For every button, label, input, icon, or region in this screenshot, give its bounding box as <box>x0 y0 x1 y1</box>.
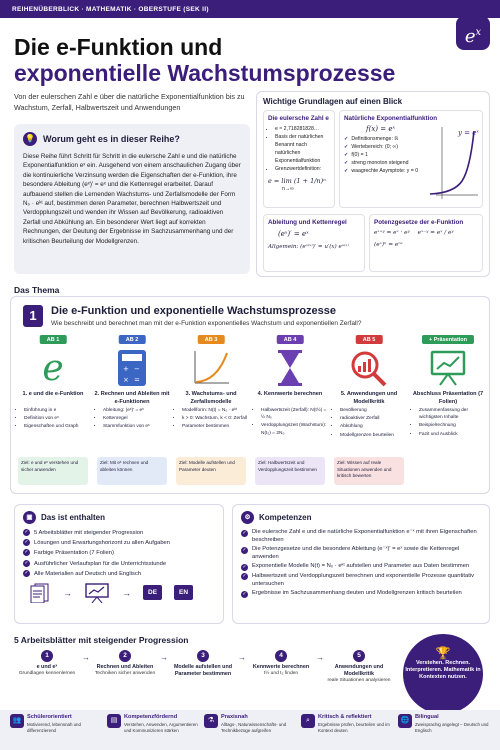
module-bullet: • k > 0: Wachstum, k < 0: Zerfall <box>182 415 249 422</box>
section-title-thema: Das Thema <box>14 285 60 295</box>
power-law-2: eˣ⁻ʸ = eˣ / eʸ <box>417 230 454 236</box>
check-icon: ✓ <box>344 160 349 166</box>
footer-item-title: Bilingual <box>415 714 439 720</box>
module-title: 2. Rechnen und Ableiten mit e-Funktionen <box>94 391 170 405</box>
module-bullet: • Verdopplungszeit (Wachstum): N(t₂) = 2N₀ <box>261 422 328 436</box>
module-bullet: • Fazit und Ausblick <box>419 431 486 438</box>
check-icon: ✓ <box>24 539 29 546</box>
derivative-title: Ableitung und Kettenregel <box>268 219 347 226</box>
module-title: 4. Kennwerte berechnen <box>257 391 323 397</box>
check-icon: ✓ <box>242 573 247 580</box>
top-banner: REIHENÜBERBLICK · MATHEMATIK · OBERSTUFE (SEK II) <box>0 0 500 18</box>
progression-step <box>324 650 394 685</box>
natural-exp-box <box>339 110 483 208</box>
module-column <box>252 335 328 490</box>
gear-icon: ⚙ <box>241 511 254 524</box>
power-laws-title: Potenzgesetze der e-Funktion <box>374 219 464 226</box>
svg-text:−: − <box>134 365 140 373</box>
arrow-right-icon: → <box>122 587 131 598</box>
question-box <box>14 124 250 274</box>
module-column <box>94 335 170 490</box>
module-goal: Ziel: Wissen auf reale Situationen anwenden und kritisch bewerten <box>334 457 404 485</box>
module-badge: AB 4 <box>277 335 304 344</box>
competency-item <box>241 573 481 588</box>
contents-item <box>23 560 215 569</box>
module-goal: Ziel: Mit eˣ rechnen und ableiten können <box>97 457 167 485</box>
module-goal: Ziel: Modelle aufstellen und Parameter deuten <box>176 457 246 485</box>
check-icon: ✓ <box>24 559 29 566</box>
brand-logo <box>456 16 490 50</box>
power-laws-box <box>369 214 483 272</box>
contents-item-label: 5 Arbeitsblätter mit steigender Progression <box>34 530 144 537</box>
footer-item-subtitle: Motivierend, lebensnah und differenzierend <box>27 722 81 733</box>
module-bullet: • Modellgrenzen beurteilen <box>340 432 407 439</box>
motto-text: Verstehen. Rechnen. Interpretieren. Mathematik in Kontexten nutzen. <box>405 660 481 680</box>
natural-exp-item: Definitionsmenge: ℝ <box>351 136 399 142</box>
language-badge-en: EN <box>174 585 193 600</box>
module-badge: AB 2 <box>119 335 146 344</box>
contents-item-label: Alle Materialien auf Deutsch und Englisch <box>34 570 141 577</box>
derivative-box <box>263 214 365 272</box>
module-bullet: • Modellform: N(t) = N₀ · eᵏᵗ <box>182 407 249 414</box>
language-badge-de: DE <box>143 585 162 600</box>
progression-step <box>12 650 82 678</box>
basics-panel <box>256 91 490 277</box>
presentation-board-icon <box>84 583 110 603</box>
module-bullet: • Definition von eˣ <box>24 415 91 422</box>
check-icon: ✓ <box>242 590 247 597</box>
logo-letter: e <box>464 26 476 47</box>
module-goal: Ziel: Halbwertszeit und Verdopplungszeit bestimmen <box>255 457 325 485</box>
module-badge: AB 3 <box>198 335 225 344</box>
contents-item-label: Lösungen und Erwartungshorizont zu allen Aufgaben <box>34 540 171 547</box>
module-bullet: • Einführung in e <box>24 407 91 414</box>
contents-item <box>23 529 215 538</box>
magnifier-icon: ⌕ <box>301 714 315 728</box>
svg-text:+: + <box>123 365 129 373</box>
module-title: 3. Wachstums- und Zerfallsmodelle <box>185 391 237 405</box>
step-title: e und eˣ <box>36 664 58 670</box>
footer-item-title: Schülerorientiert <box>27 714 72 720</box>
module-bullet: • Bevölkerung <box>340 407 407 414</box>
check-icon: ✓ <box>344 168 349 174</box>
footer-strip <box>0 710 500 750</box>
step-number: 3 <box>197 650 209 662</box>
module-column <box>410 335 486 490</box>
basics-title: Wichtige Grundlagen auf einen Blick <box>263 97 403 106</box>
motto-badge <box>403 634 483 714</box>
footer-item-subtitle: Verstehen, Anwenden, Argumentieren und Kommunizieren stärken <box>124 722 198 733</box>
growth-curve-icon <box>181 347 241 389</box>
module-bullet: • Ableitung: (eˣ)′ = eˣ <box>103 407 170 414</box>
check-icon: ✓ <box>24 549 29 556</box>
question-body: Diese Reihe führt Schritt für Schritt in die eulersche Zahl e und die natürliche Exponentialfunktion eˣ ein. Ausgehend von einem anschaulichen Zugang über die kontinuierliche Verzinsung werden die Eigenschaften der e-Funktion, ihre besondere Ableitung (eˣ)′ = eˣ und die Kettenregel erarbeitet. Darauf aufbauend stellen die Lernenden Wachstums- und Zerfallsmodelle der Form N₀ · eᵏᵗ auf, bestimmen deren Parameter, berechnen Halbwertszeit und Verdopplungszeit und wenden ihr Wissen auf Bevölkerung, radioaktiven Zerfall und Abkühlung an. Ein besonderer Wert liegt auf korrekten Rechnungen, der Deutung der Ergebnisse im Sachzusammenhang und der kritischen Beurteilung der Modellgrenzen. <box>23 153 241 245</box>
page-title-line-2: exponentielle Wachstumsprozesse <box>14 60 396 86</box>
competency-item <box>241 590 481 598</box>
contents-item <box>23 549 215 558</box>
check-icon: ✓ <box>344 152 349 158</box>
arrow-right-icon: → <box>160 653 168 662</box>
competency-label: Die Potenzgesetze und die besondere Ableitung (e⁻ˣ)′ = eˣ sowie die Kettenregel anwenden <box>252 546 460 560</box>
derivative-formula: (eˣ)′ = eˣ <box>278 230 309 238</box>
competency-label: Exponentielle Modelle N(t) = N₀ · eᵏᵗ aufstellen und Parameter aus Daten bestimmen <box>252 563 470 570</box>
power-law-1: eˣ⁺ʸ = eˣ · eʸ <box>374 230 410 236</box>
check-icon: ✓ <box>24 529 29 535</box>
footer-item-subtitle: Alltags-, Naturwissenschafts- und Technikbezüge aufgreifen <box>221 722 287 733</box>
contents-item-label: Ausführlicher Verlaufsplan für die Unterrichtsstunde <box>34 560 167 567</box>
step-number: 4 <box>275 650 287 662</box>
power-law-3: (eˣ)ⁿ = eⁿˣ <box>374 242 403 248</box>
module-badge: AB 1 <box>40 335 67 344</box>
euler-item: • Grenzwertdefinition: <box>275 165 330 173</box>
competency-item <box>241 546 481 561</box>
calculator-icon <box>102 347 162 389</box>
competencies-title: Kompetenzen <box>259 513 312 522</box>
euler-title: Die eulersche Zahl e <box>268 115 329 122</box>
competency-label: Die eulersche Zahl e und die natürliche Exponentialfunktion e⁻ˣ mit ihren Eigenschaften beschreiben <box>252 529 477 543</box>
contents-item <box>23 539 215 548</box>
euler-formula: e = lim (1 + 1/n)ⁿ <box>268 177 326 185</box>
module-title: 1. e und die e-Funktion <box>22 391 84 397</box>
step-number: 5 <box>353 650 365 662</box>
module-title: Abschluss Präsentation (7 Folien) <box>412 391 484 405</box>
presentation-icon <box>418 347 478 389</box>
thema-panel <box>10 296 490 494</box>
footer-item-title: Kritisch & reflektiert <box>318 714 372 720</box>
check-icon: ✓ <box>242 563 247 570</box>
footer-item-subtitle: Ergebnisse prüfen, beurteilen und im Kontext deuten <box>318 722 390 733</box>
contents-item-label: Farbige Präsentation (7 Folien) <box>34 550 114 557</box>
progression-step <box>90 650 160 678</box>
module-goal: Ziel: e und eˣ verstehen und sicher anwenden <box>18 457 88 485</box>
thema-number: 1 <box>23 305 43 327</box>
lightbulb-icon: 💡 <box>23 132 37 146</box>
thema-title: Die e-Funktion und exponentielle Wachstumsprozesse <box>51 305 337 317</box>
question-title: Worum geht es in dieser Reihe? <box>43 134 180 144</box>
step-title: Modelle aufstellen und Parameter bestimmen <box>173 664 233 677</box>
step-title: Kennwerte berechnen <box>252 664 310 670</box>
euler-formula-sub: n→∞ <box>282 186 294 192</box>
module-bullet: • Zusammenfassung der wichtigsten Inhalte <box>419 407 486 421</box>
arrow-right-icon: → <box>238 653 246 662</box>
step-subtitle: t½ und t₂ finden <box>263 671 299 676</box>
footer-item-title: Kompetenzfördernd <box>124 714 178 720</box>
student-icon: 👥 <box>10 714 24 728</box>
footer-item-subtitle: Zweisprachig angelegt – Deutsch und Englisch <box>415 722 489 733</box>
arrow-right-icon: → <box>63 587 72 598</box>
step-number: 2 <box>119 650 131 662</box>
graph-label: y = eˣ <box>458 129 479 137</box>
step-number: 1 <box>41 650 53 662</box>
check-icon: ✓ <box>242 529 247 536</box>
module-bullet: • Abkühlung <box>340 423 407 430</box>
arrow-right-icon: → <box>82 653 90 662</box>
step-subtitle: Grundlagen kennenlernen <box>18 671 76 676</box>
flask-icon: ⚗ <box>204 714 218 728</box>
globe-icon: 🌐 <box>398 714 412 728</box>
progression-title: 5 Arbeitsblätter mit steigender Progression <box>14 635 189 645</box>
step-subtitle: Techniken sicher anwenden <box>94 671 156 676</box>
module-column <box>331 335 407 490</box>
module-bullet: • Parameter bestimmen <box>182 423 249 430</box>
natural-exp-item: f(0) = 1 <box>351 152 368 158</box>
thema-subtitle: Wie beschreibt und berechnet man mit der e-Funktion exponentielles Wachstum und exponentiellen Zerfall? <box>51 320 362 327</box>
natural-exp-item: waagrechte Asymptote: y = 0 <box>351 168 419 174</box>
module-badge: + Präsentation <box>422 335 474 344</box>
svg-text:=: = <box>134 376 140 384</box>
natural-exp-item: streng monoton steigend <box>351 160 409 166</box>
module-bullet: • Kettenregel <box>103 415 170 422</box>
contents-title: Das ist enthalten <box>41 513 106 522</box>
progression-step <box>168 650 238 678</box>
euler-item: • Basis der natürlichen <box>275 133 330 141</box>
lead-text: Von der eulerschen Zahl e über die natürliche Exponentialfunktion bis zu Wachstum, Zerfall, Halbwertszeit und Anwendungen <box>14 92 245 112</box>
trophy-icon: 🏆 <box>435 646 451 660</box>
check-icon: ✓ <box>242 546 247 553</box>
step-title: Rechnen und Ableiten <box>96 664 154 670</box>
page-title-line-1: Die e-Funktion und <box>14 34 223 60</box>
competency-item <box>241 529 481 544</box>
footer-item-title: Praxisnah <box>221 714 248 720</box>
module-bullet: • radioaktiver Zerfall <box>340 415 407 422</box>
check-icon: ✓ <box>344 136 349 142</box>
contents-panel <box>14 504 224 624</box>
hourglass-icon <box>260 347 320 389</box>
module-badge: AB 5 <box>356 335 383 344</box>
competency-label: Ergebnisse im Sachzusammenhang deuten und Modellgrenzen kritisch beurteilen <box>252 590 462 597</box>
step-subtitle: reale Situationen analysieren <box>327 678 391 683</box>
competency-label: Halbwertszeit und Verdopplungszeit berechnen und exponentielle Prozesse quantitativ untersuchen <box>252 572 475 587</box>
euler-item: • e ≈ 2,718281828… <box>275 125 330 133</box>
document-stack-icon <box>29 583 51 603</box>
natural-exp-title: Natürliche Exponentialfunktion <box>344 115 438 122</box>
svg-text:×: × <box>123 376 129 384</box>
module-bullet: • Beispielrechnung <box>419 422 486 429</box>
logo-exponent: x <box>475 27 482 38</box>
box-icon: ▣ <box>23 511 36 524</box>
magnifier-chart-icon <box>339 347 399 389</box>
step-title: Anwendungen und Modellkritik <box>334 664 384 677</box>
contents-item <box>23 570 215 579</box>
natural-exp-formula: f(x) = eˣ <box>366 125 395 133</box>
module-bullet: • Halbwertszeit (Zerfall): N(t½) = ½ N₀ <box>261 407 328 421</box>
module-bullet: • Eigenschaften und Graph <box>24 423 91 430</box>
natural-exp-item: Wertebereich: (0; ∞) <box>351 144 398 150</box>
chain-rule-formula: Allgemein: (eᵘ⁽ˣ⁾)′ = u′(x) eᵘ⁽ˣ⁾ <box>268 244 349 250</box>
module-bullet: • Stammfunktion von eˣ <box>103 423 170 430</box>
competencies-panel <box>232 504 490 624</box>
module-title: 5. Anwendungen und Modellkritik <box>340 391 398 405</box>
check-icon: ✓ <box>344 144 349 150</box>
module-column <box>15 335 91 490</box>
chart-icon: ▤ <box>107 714 121 728</box>
euler-box <box>263 110 335 208</box>
euler-item: Benannt nach natürlichen <box>275 142 308 156</box>
module-column <box>173 335 249 490</box>
arrow-right-icon: → <box>316 653 324 662</box>
euler-item: Exponentialfunktion <box>275 158 321 164</box>
check-icon: ✓ <box>24 569 29 576</box>
competency-item <box>241 563 481 571</box>
progression-step <box>246 650 316 678</box>
euler-letter-icon: e <box>42 347 64 389</box>
exp-graph <box>428 123 480 203</box>
